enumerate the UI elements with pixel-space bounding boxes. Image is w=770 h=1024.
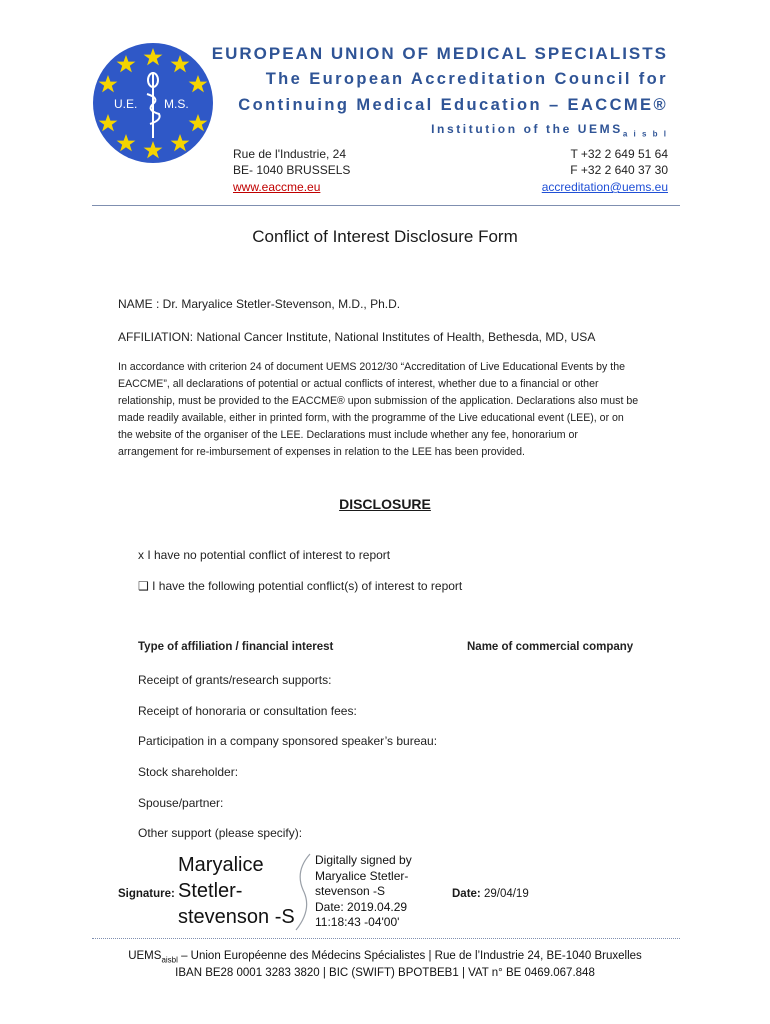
signature-name-line: stevenson -S bbox=[178, 906, 295, 928]
header-line-3: Continuing Medical Education – EACCME® bbox=[238, 96, 668, 114]
name-line: NAME : Dr. Maryalice Stetler-Stevenson, M.D., Ph.D. bbox=[118, 297, 401, 311]
footer-line-2: IBAN BE28 0001 3283 3820 | BIC (SWIFT) BPOTBEB1 | VAT n° BE 0469.067.848 bbox=[175, 967, 595, 979]
footer-address: – Union Européenne des Médecins Spécialistes | Rue de l’Industrie 24, BE-1040 Bruxelles bbox=[177, 950, 642, 962]
uems-logo bbox=[92, 42, 214, 164]
signature-name-line: Maryalice bbox=[178, 854, 264, 876]
affiliation-line: AFFILIATION: National Cancer Institute, National Institutes of Health, Bethesda, MD, USA bbox=[118, 330, 596, 344]
option-no-conflict[interactable]: x I have no potential conflict of interest to report bbox=[138, 548, 391, 562]
signature-detail-line: Maryalice Stetler- bbox=[315, 868, 409, 883]
logo-right-text: M.S. bbox=[164, 97, 189, 111]
checkbox-icon[interactable]: ❑ bbox=[138, 579, 149, 593]
signature-label: Signature: bbox=[118, 888, 175, 900]
footer-divider bbox=[92, 938, 680, 939]
paragraph-line: In accordance with criterion 24 of document UEMS 2012/30 “Accreditation of Live Educational Events by the bbox=[118, 361, 626, 373]
footer-uems-sub: aisbl bbox=[161, 955, 178, 965]
digital-signature-name bbox=[178, 852, 295, 930]
header-divider bbox=[92, 205, 680, 206]
interest-row: Receipt of grants/research supports: bbox=[138, 673, 332, 687]
signature-detail-line: Date: 2019.04.29 bbox=[315, 899, 408, 914]
website-link[interactable]: www.eaccme.eu bbox=[233, 180, 321, 194]
signature-stroke-icon bbox=[290, 852, 314, 932]
logo-left-text: U.E. bbox=[114, 97, 138, 111]
column-header-type: Type of affiliation / financial interest bbox=[138, 641, 334, 653]
date-value: 29/04/19 bbox=[480, 888, 529, 900]
fax-number: F +32 2 640 37 30 bbox=[570, 163, 668, 177]
option-has-conflict[interactable] bbox=[138, 579, 462, 593]
interest-row: Stock shareholder: bbox=[138, 765, 239, 779]
column-header-company: Name of commercial company bbox=[467, 641, 634, 653]
paragraph-line: EACCME”, all declarations of potential or actual conflicts of interest, whether due to a financial or other bbox=[118, 378, 599, 390]
paragraph-line: made readily available, either in printed form, with the programme of the Live educational event (LEE), or on bbox=[118, 412, 624, 424]
interest-row: Other support (please specify): bbox=[138, 826, 303, 840]
interest-row: Participation in a company sponsored speaker’s bureau: bbox=[138, 734, 438, 748]
header-line-1: EUROPEAN UNION OF MEDICAL SPECIALISTS bbox=[211, 44, 668, 63]
phone-number: T +32 2 649 51 64 bbox=[570, 147, 668, 161]
address-street: Rue de l'Industrie, 24 bbox=[233, 147, 347, 161]
footer-line-1 bbox=[0, 950, 770, 964]
date-label: Date: bbox=[452, 888, 481, 900]
paragraph-line: arrangement for re-imbursement of expenses in relation to the LEE has been provided. bbox=[118, 446, 525, 458]
institution-sub: a i s b l bbox=[622, 129, 668, 139]
signature-detail-line: Digitally signed by bbox=[315, 853, 412, 867]
footer-uems: UEMS bbox=[128, 950, 162, 962]
signature-detail-line: 11:18:43 -04'00' bbox=[315, 915, 400, 929]
paragraph-line: the website of the organiser of the LEE. Declarations must include whether any fee, honorarium or bbox=[118, 429, 578, 441]
option-has-conflict-label: I have the following potential conflict(s) of interest to report bbox=[148, 579, 463, 593]
paragraph-line: relationship, must be provided to the EACCME® upon submission of the application. Declarations also must be bbox=[118, 395, 639, 407]
disclosure-heading: DISCLOSURE bbox=[339, 496, 431, 512]
institution-text: Institution of the UEMS bbox=[431, 122, 623, 136]
date-field bbox=[452, 888, 529, 900]
institution-line bbox=[431, 122, 668, 138]
interest-row: Spouse/partner: bbox=[138, 796, 224, 810]
policy-paragraph bbox=[118, 359, 658, 461]
header-line-2: The European Accreditation Council for bbox=[265, 70, 668, 88]
signature-detail-line: stevenson -S bbox=[315, 884, 386, 898]
signature-name-line: Stetler- bbox=[178, 880, 243, 902]
address-city: BE- 1040 BRUSSELS bbox=[233, 163, 351, 177]
form-title: Conflict of Interest Disclosure Form bbox=[252, 227, 518, 246]
email-link[interactable]: accreditation@uems.eu bbox=[541, 180, 668, 194]
digital-signature-details bbox=[315, 853, 412, 931]
interest-row: Receipt of honoraria or consultation fees: bbox=[138, 704, 357, 718]
